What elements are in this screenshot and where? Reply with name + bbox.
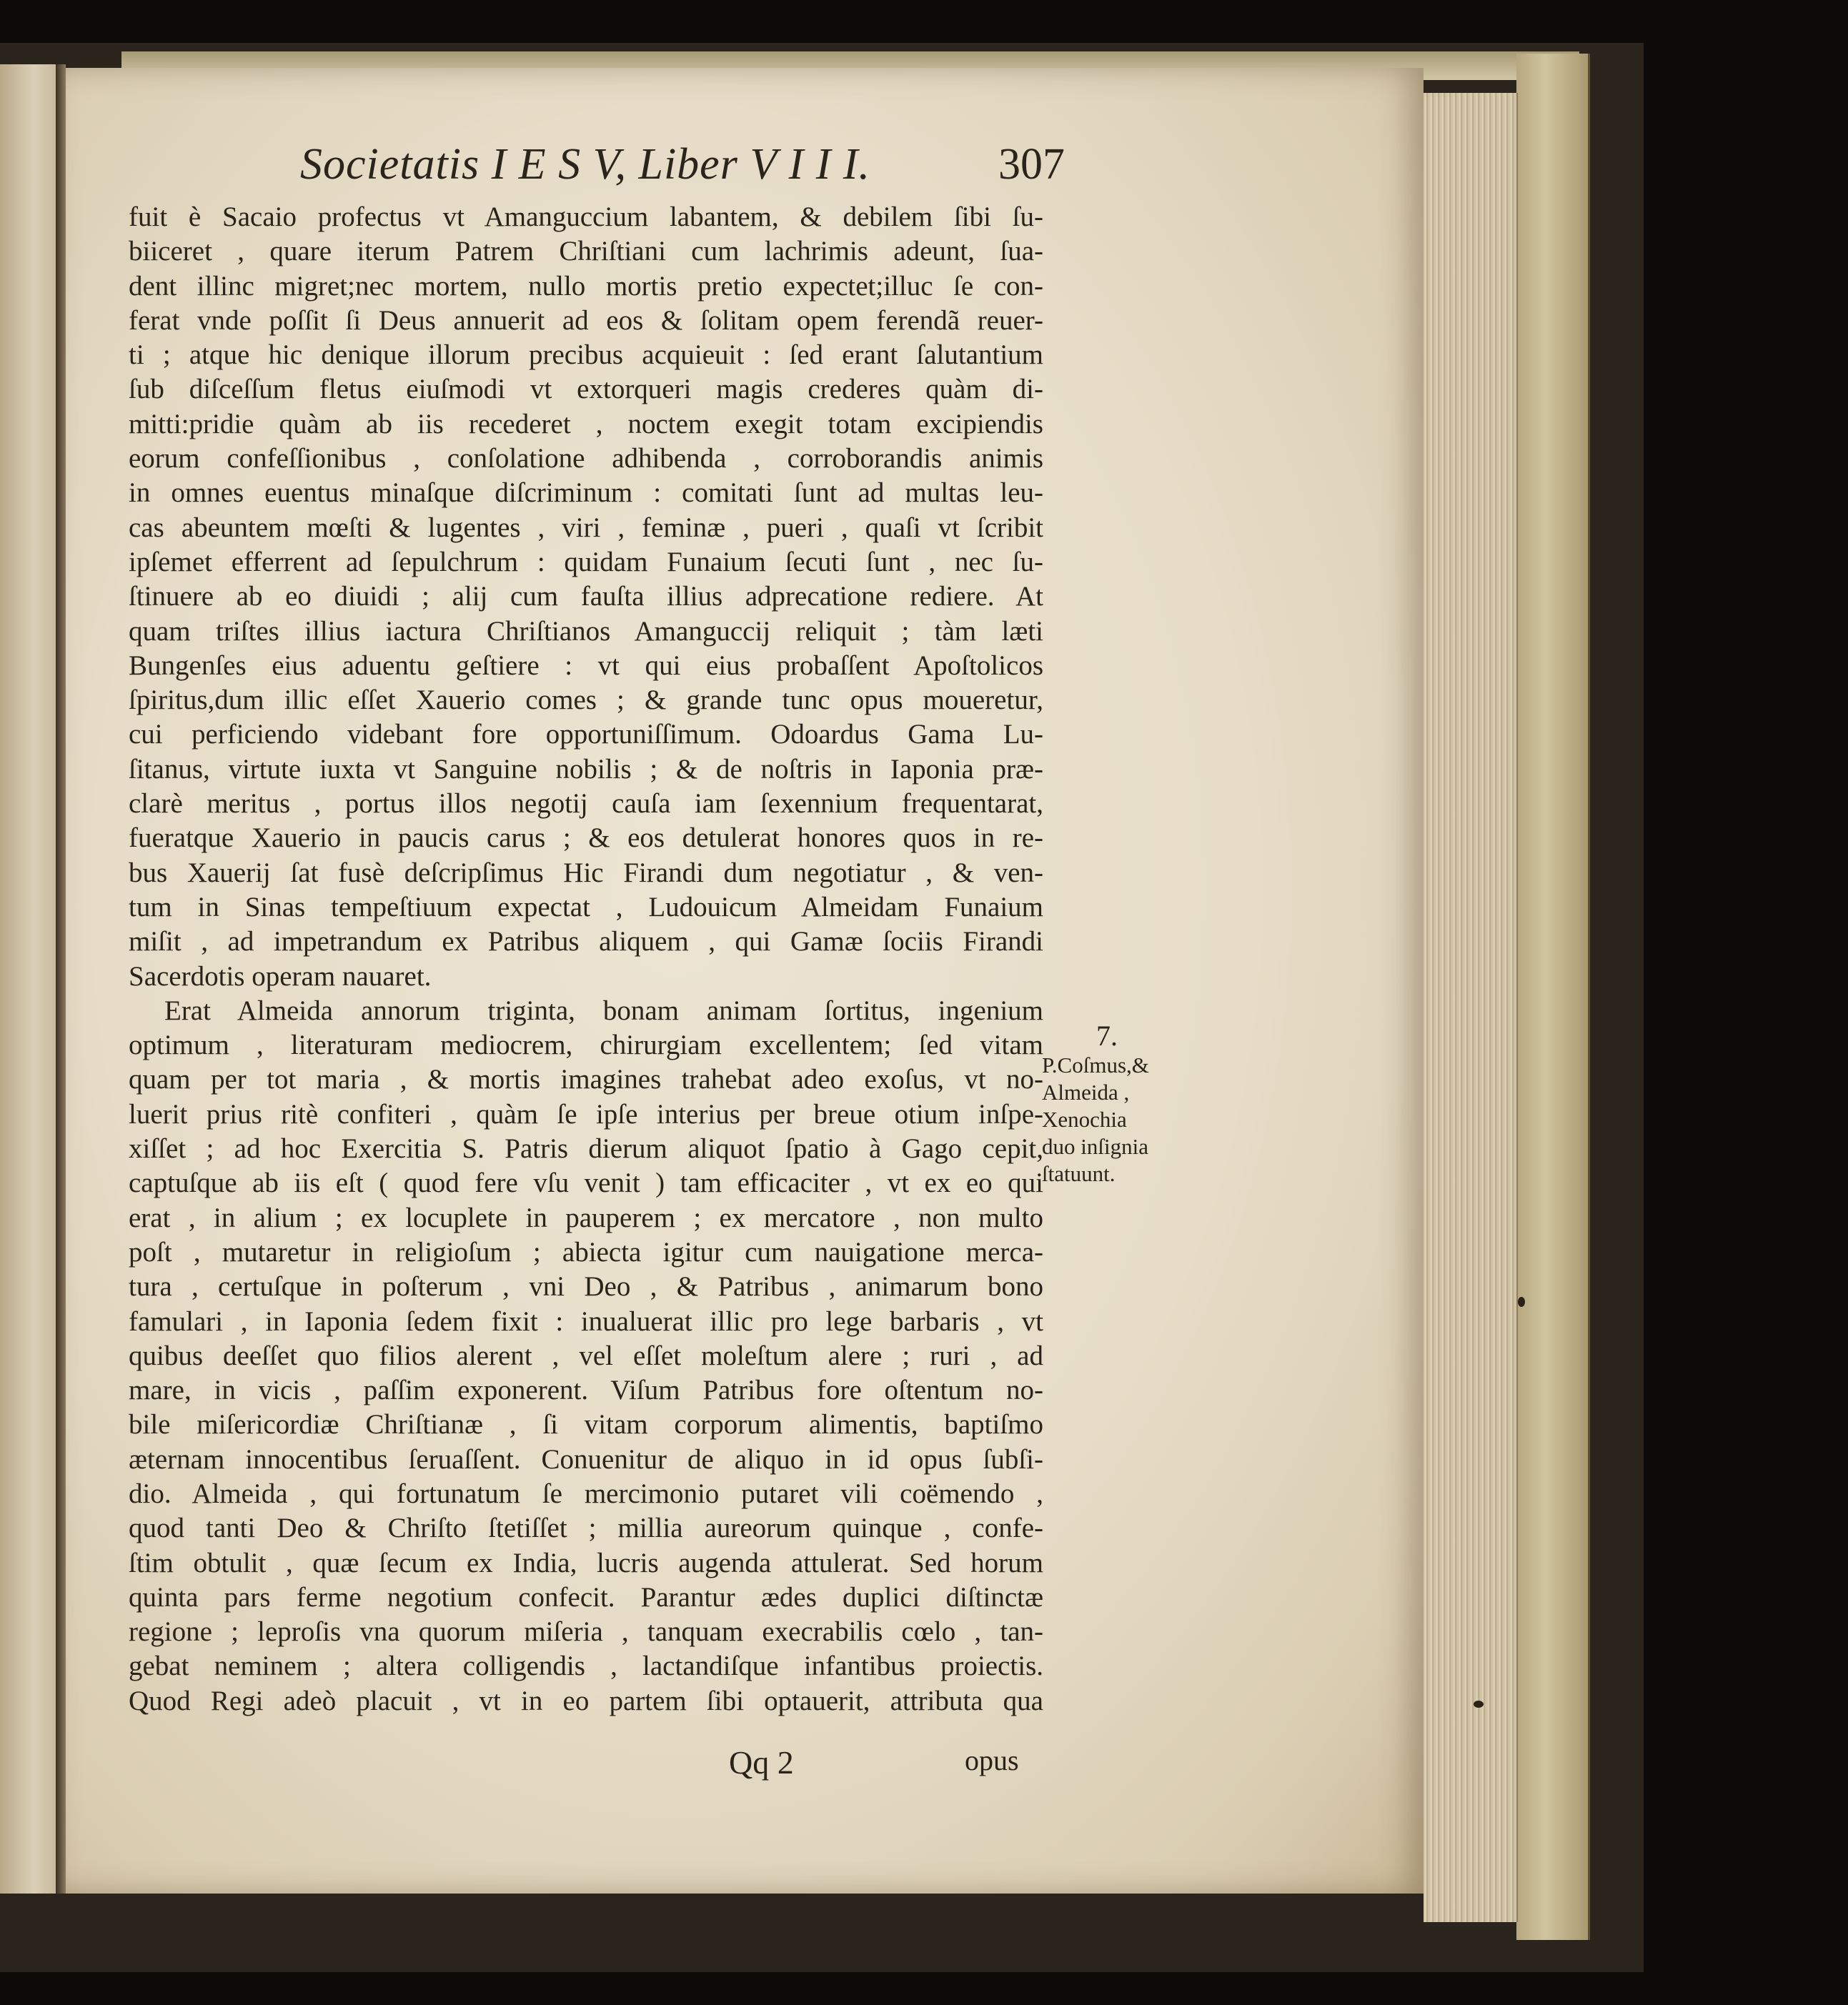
text-line: ſitanus, virtute iuxta vt Sanguine nobilis ; & de noſtris in Iaponia præ-: [129, 753, 1043, 785]
book-cover-edge: [1516, 54, 1590, 1940]
text-line: Erat Almeida annorum triginta, bonam animam ſortitus, ingenium: [164, 995, 1043, 1026]
text-line: dio. Almeida , qui fortunatum ſe mercimonio putaret vili coëmendo ,: [129, 1478, 1043, 1509]
text-line: ſtim obtulit , quæ ſecum ex India, lucris augenda attulerat. Sed horum: [129, 1547, 1043, 1578]
text-line: clarè meritus , portus illos negotij cauſa iam ſexennium frequentarat,: [129, 788, 1043, 820]
text-line: fueratque Xauerio in paucis carus ; & eos detulerat honores quos in re-: [129, 822, 1043, 854]
text-line: famulari , in Iaponia ſedem fixit : inualuerat illic pro lege barbaris , vt: [129, 1305, 1043, 1337]
running-title: Societatis I E S V, Liber V I I I.: [300, 140, 871, 189]
text-line: ſpiritus,dum illic eſſet Xauerio comes ; & grande tunc opus moueretur,: [129, 685, 1043, 716]
marginal-note-line: Almeida ,: [1042, 1080, 1130, 1105]
marginal-note-number: 7.: [1096, 1020, 1118, 1052]
text-line: ſub diſceſſum fletus eiuſmodi vt extorqueri magis crederes quàm di-: [129, 374, 1043, 405]
text-line: ti ; atque hic denique illorum precibus acquieuit : ſed erant ſalutantium: [129, 339, 1043, 371]
text-line: quinta pars ferme negotium confecit. Parantur ædes duplici diſtinctæ: [129, 1581, 1043, 1613]
text-line: tum in Sinas tempeſtiuum expectat , Ludouicum Almeidam Funaium: [129, 891, 1043, 922]
text-line: eorum confeſſionibus , conſolatione adhibenda , corroborandis animis: [129, 443, 1043, 474]
book-gutter: [56, 64, 66, 1894]
ink-blot: [1474, 1701, 1484, 1708]
text-line: quod tanti Deo & Chriſto ſtetiſſet ; millia aureorum quinque , confe-: [129, 1513, 1043, 1544]
marginal-note-line: Xenochia: [1042, 1107, 1127, 1132]
text-line: biiceret , quare iterum Patrem Chriſtiani cum lachrimis adeunt, ſua-: [129, 236, 1043, 267]
text-line: optimum , literaturam mediocrem, chirurgiam excellentem; ſed vitam: [129, 1030, 1043, 1061]
text-line: xiſſet ; ad hoc Exercitia S. Patris dierum aliquot ſpatio à Gago cepit,: [129, 1133, 1043, 1165]
text-line: Bungenſes eius aduentu geſtiere : vt qui eius probaſſent Apoſtolicos: [129, 650, 1043, 681]
text-line: gebat neminem ; altera colligendis , lactandiſque infantibus proiectis.: [129, 1651, 1043, 1682]
body-text: [129, 200, 1043, 1718]
text-line: Quod Regi adeò placuit , vt in eo partem ſibi optauerit, attributa qua: [129, 1685, 1043, 1716]
text-line: Sacerdotis operam nauaret.: [129, 960, 432, 992]
text-line: erat , in alium ; ex locuplete in pauperem ; ex mercatore , non multo: [129, 1202, 1043, 1233]
left-page-edge: [0, 64, 58, 1894]
text-line: cas abeuntem mœſti & lugentes , viri , feminæ , pueri , quaſi vt ſcribit: [129, 512, 1043, 543]
text-line: quam per tot maria , & mortis imagines trahebat adeo exoſus, vt no-: [129, 1064, 1043, 1095]
text-line: luerit prius ritè confiteri , quàm ſe ipſe interius per breue otium inſpe-: [129, 1098, 1043, 1130]
text-line: quam triſtes illius iactura Chriſtianos Amanguccij reliquit ; tàm læti: [129, 615, 1043, 647]
marginal-note-line: ſtatuunt.: [1042, 1161, 1116, 1186]
text-line: captuſque ab iis eſt ( quod fere vſu venit ) tam efficaciter , vt ex eo qui: [129, 1168, 1043, 1199]
text-line: æternam innocentibus ſeruaſſent. Conuenitur de aliquo in id opus ſubſi-: [129, 1443, 1043, 1475]
text-line: miſit , ad impetrandum ex Patribus aliquem , qui Gamæ ſociis Firandi: [129, 926, 1043, 957]
text-line: bus Xauerij ſat fusè deſcripſimus Hic Firandi dum negotiatur , & ven-: [129, 857, 1043, 888]
marginal-note-line: P.Coſmus,&: [1042, 1053, 1149, 1078]
page-fore-edge: [1424, 93, 1518, 1922]
text-line: ſtinuere ab eo diuidi ; alij cum fauſta illius adprecatione rediere. At: [129, 581, 1043, 612]
running-head: [300, 139, 1065, 196]
text-line: mare, in vicis , paſſim exponerent. Viſum Patribus fore oſtentum no-: [129, 1375, 1043, 1406]
ink-blot: [1518, 1297, 1525, 1307]
marginal-note-line: duo inſignia: [1042, 1134, 1148, 1159]
page-number: 307: [998, 140, 1065, 189]
text-line: dent illinc migret;nec mortem, nullo mortis pretio expectet;illuc ſe con-: [129, 270, 1043, 302]
text-line: in omnes euentus minaſque diſcriminum : comitati ſunt ad multas leu-: [129, 477, 1043, 509]
text-line: mitti:pridie quàm ab iis recederet , noctem exegit totam excipiendis: [129, 408, 1043, 439]
text-line: tura , certuſque in poſterum , vni Deo , & Patribus , animarum bono: [129, 1271, 1043, 1303]
text-line: ferat vnde poſſit ſi Deus annuerit ad eos & ſolitam opem ferendã reuer-: [129, 304, 1043, 336]
text-line: regione ; leproſis vna quorum miſeria , tanquam execrabilis cœlo , tan-: [129, 1616, 1043, 1648]
text-line: fuit è Sacaio profectus vt Amanguccium labantem, & debilem ſibi ſu-: [129, 202, 1043, 232]
text-line: bile miſericordiæ Chriſtianæ , ſi vitam corporum alimentis, baptiſmo: [129, 1409, 1043, 1441]
catchword: opus: [965, 1744, 1019, 1776]
text-line: ipſemet efferrent ad ſepulchrum : quidam Funaium ſecuti ſunt , nec ſu-: [129, 546, 1043, 577]
signature-mark: Qq 2: [729, 1744, 794, 1781]
text-line: poſt , mutaretur in religioſum ; abiecta igitur cum nauigatione merca-: [129, 1236, 1043, 1268]
marginal-note: [1042, 1020, 1185, 1188]
text-line: cui perficiendo videbant fore opportuniſſimum. Odoardus Gama Lu-: [129, 719, 1043, 750]
text-line: quibus deeſſet quo filios alerent , vel eſſet moleſtum alere ; ruri , ad: [129, 1340, 1043, 1371]
